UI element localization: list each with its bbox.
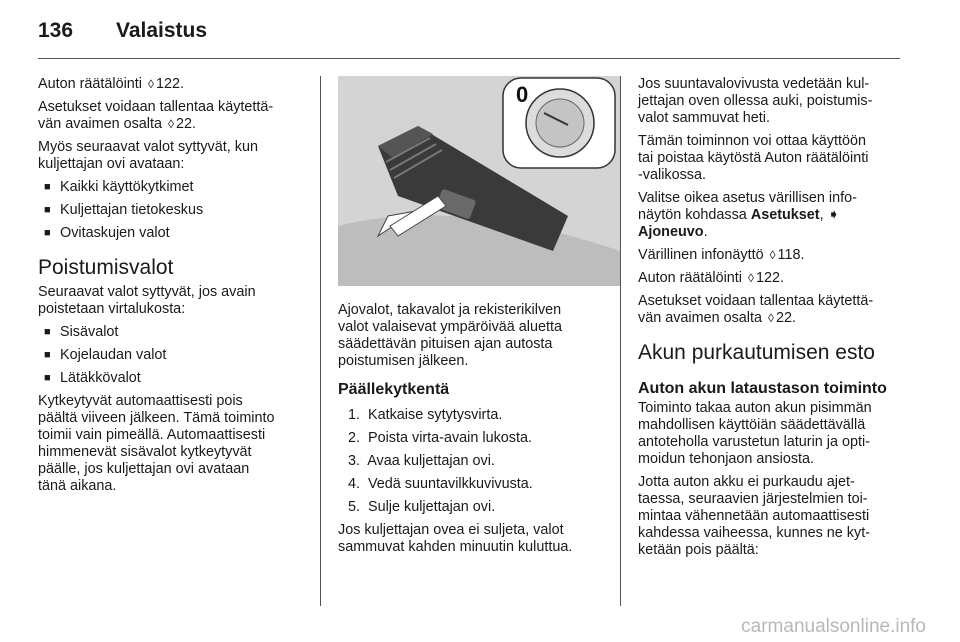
paragraph-customization-ref: Auton räätälöinti ◊ 122. [38, 76, 184, 92]
page-ref-link[interactable]: 122. [755, 270, 784, 286]
page-ref-icon: ◊ [168, 117, 174, 131]
watermark: carmanualsonline.info [741, 616, 926, 637]
paragraph-enable-disable: Tämän toiminnon voi ottaa käyttöön tai poistaa käytöstä Auton räätälöinti -valikossa. [638, 133, 869, 183]
paragraph-battery-function: Toiminto takaa auton akun pisimmän mahdollisen käyttöiän säädettävällä antoteholla varustetun laturin ja opti- moidun tehonjaon ansiosta. [638, 400, 872, 467]
list-item: 4. Vedä suuntavilkkuvivusta. [348, 476, 533, 492]
page-ref-icon: ◊ [748, 271, 754, 285]
list-item: ■ Ovitaskujen valot [44, 225, 170, 241]
column-1 [38, 76, 314, 501]
paragraph-settings-path: Valitse oikea asetus värillisen info- näytön kohdassa Asetukset, ➧ Ajoneuvo. [638, 190, 857, 240]
paragraph-door-note: Jos kuljettajan ovea ei suljeta, valot sammuvat kahden minuutin kuluttua. [338, 522, 573, 555]
page-ref-icon: ◊ [148, 77, 154, 91]
subsection-heading-battery-charge: Auton akun lataustason toiminto [638, 380, 887, 397]
list-item: 3. Avaa kuljettajan ovi. [348, 453, 495, 469]
paragraph-key-settings: Asetukset voidaan tallentaa käytettä- vän avaimen osalta ◊ 22. [38, 99, 274, 132]
page-ref-link[interactable]: 118. [777, 247, 805, 263]
activation-steps [338, 407, 618, 516]
paragraph-customization-ref: Auton räätälöinti ◊ 122. [638, 270, 784, 286]
page-ref-link[interactable]: 22. [175, 116, 196, 132]
turn-signal-lever-photo [338, 76, 620, 286]
page-number: 136 [38, 19, 74, 42]
paragraph-lever-pull: Jos suuntavalovivusta vedetään kul- jettajan oven ollessa auki, poistumis- valot sammuvat heti. [638, 76, 873, 126]
page-ref-icon: ◊ [768, 311, 774, 325]
column-divider-1 [320, 76, 321, 606]
page-ref-link[interactable]: 122. [155, 76, 184, 92]
paragraph-exit-lights-desc: Ajovalot, takavalot ja rekisterikilven valot valaisevat ympäröivää aluetta säädettävän pituisen ajan autosta poistumisen jälkeen. [338, 302, 562, 369]
list-item: 5. Sulje kuljettajan ovi. [348, 499, 496, 515]
paragraph-key-settings: Asetukset voidaan tallentaa käytettä- vän avaimen osalta ◊ 22. [638, 293, 874, 326]
list-item: 2. Poista virta-avain lukosta. [348, 430, 532, 446]
menu-path-vehicle: Ajoneuvo [638, 224, 704, 240]
paragraph-lights-intro: Myös seuraavat valot syttyvät, kun kuljettajan ovi avataan: [38, 139, 258, 172]
section-heading: Poistumisvalot [38, 256, 174, 279]
page-ref-link[interactable]: 22. [775, 310, 796, 326]
paragraph-auto-off: Kytkeytyvät automaattisesti pois päältä viiveen jälkeen. Tämä toiminto toimii vain pimeällä. Automaattisesti himmenevät sisävalot kytkeytyvät päälle, jos kuljettajan ovi avataan tänä aikana. [38, 393, 275, 494]
list-item: ■ Kuljettajan tietokeskus [44, 202, 204, 218]
page-title: Valaistus [116, 19, 208, 42]
list-item: 1. Katkaise sytytysvirta. [348, 407, 503, 423]
paragraph-exit-lights-intro: Seuraavat valot syttyvät, jos avain poistetaan virtalukosta: [38, 284, 256, 317]
image-label: 0 [516, 82, 529, 107]
list-item: ■ Lätäkkövalot [44, 370, 141, 386]
header-rule [38, 58, 900, 59]
column-divider-2 [620, 76, 621, 606]
page-ref-icon: ◊ [769, 248, 776, 262]
list-item: ■ Kojelaudan valot [44, 347, 167, 363]
list-item: ■ Sisävalot [44, 324, 119, 340]
lights-list [38, 179, 314, 242]
section-heading-activation: Päällekytkentä [338, 381, 450, 398]
menu-path-settings: Asetukset [750, 207, 820, 223]
arrow-right-icon: ➧ [827, 207, 840, 223]
exit-lights-list [38, 324, 314, 387]
column-3 [638, 76, 906, 565]
section-heading-battery: Akun purkautumisen esto [638, 341, 875, 364]
paragraph-info-display-ref: Värillinen infonäyttö ◊ 118. [638, 247, 805, 263]
column-2 [338, 76, 618, 562]
paragraph-battery-reduction: Jotta auton akku ei purkaudu ajet- taessa, seuraavien järjestelmien toi- mintaa vähennetään automaattisesti kahdessa vaiheessa, kunnes ne kyt- ketään pois päältä: [638, 474, 870, 558]
list-item: ■ Kaikki käyttökytkimet [44, 179, 194, 195]
